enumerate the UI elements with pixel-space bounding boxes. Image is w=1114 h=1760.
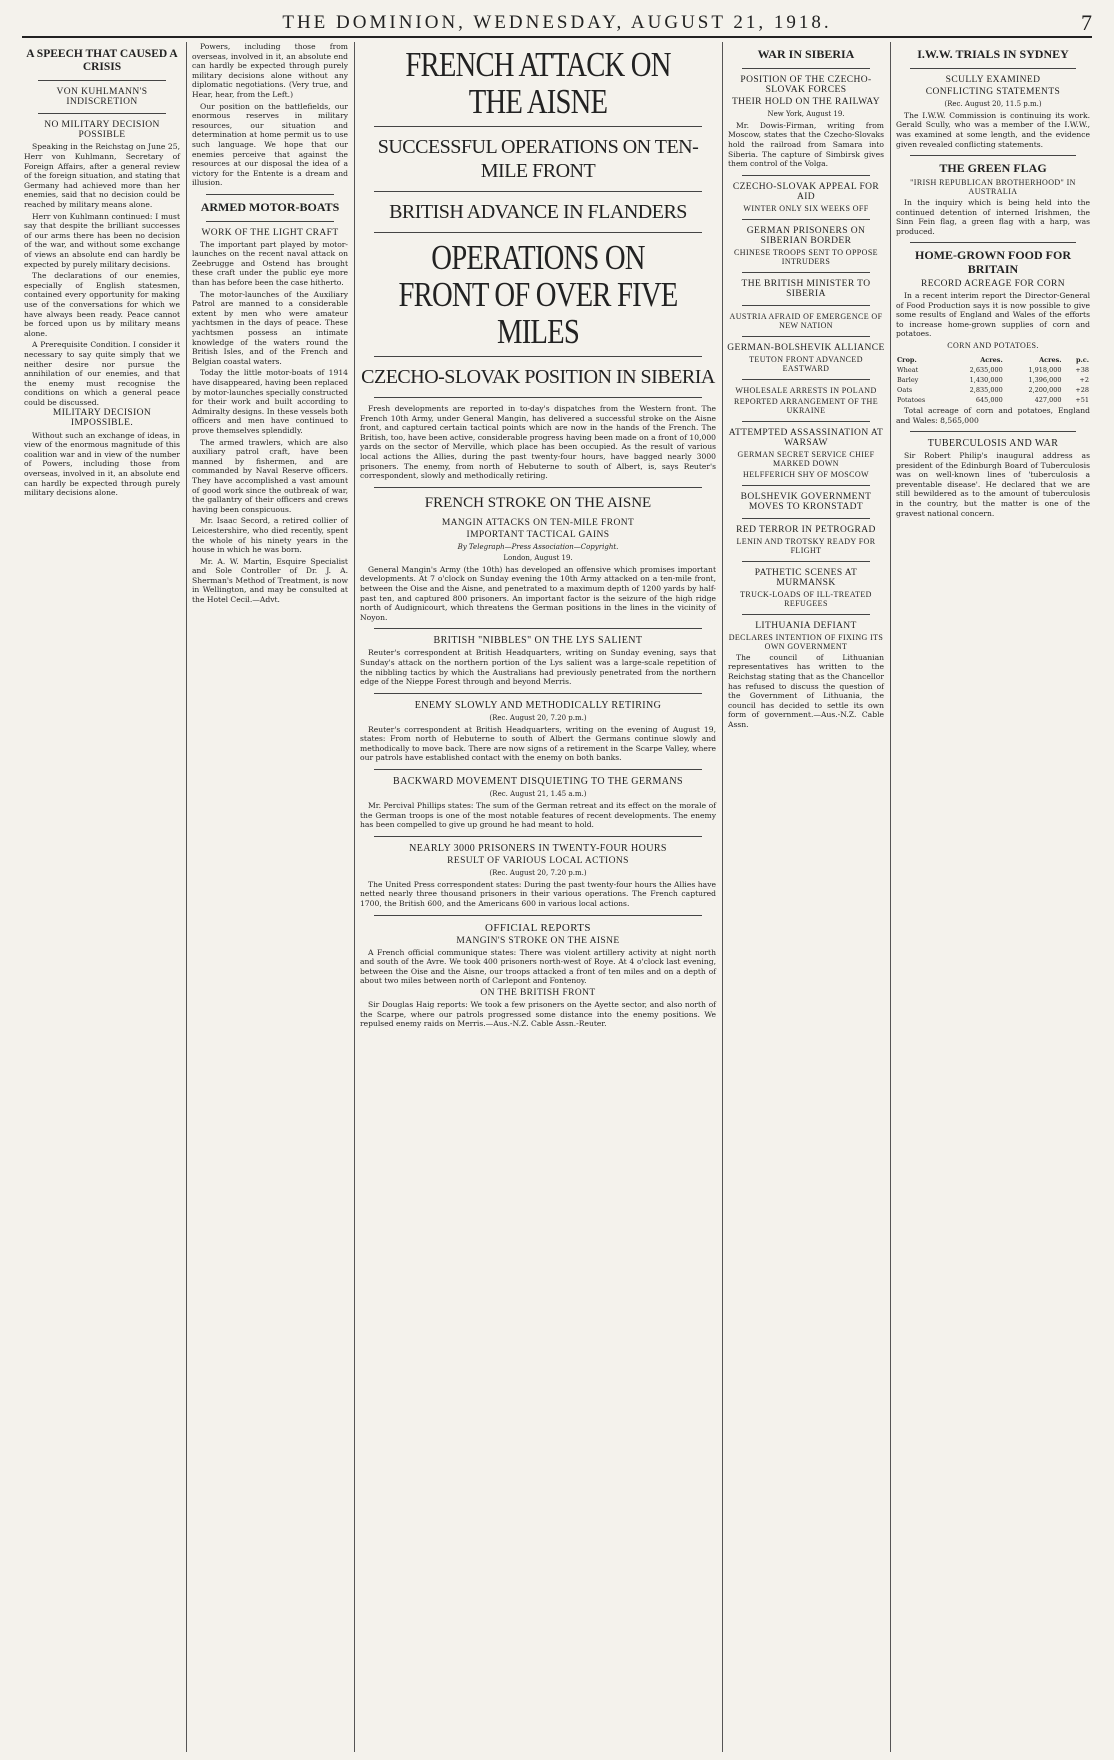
paragraph: Reuter's correspondent at British Headquarters, writing on Sunday evening, says that Sunday's attack on the northern portion of the Lys salient was a large-scale repetition of the nibbling tactics by which the Australians had previously penetrated from the northern edge of the Nieppe Forest through and beyond Merris.	[360, 648, 716, 687]
article-subhead: SCULLY EXAMINED	[945, 74, 1041, 85]
section-headline: OFFICIAL REPORTS	[485, 921, 591, 934]
paragraph: Reuter's correspondent at British Headquarters, writing on the evening of August 19, states: From north of Hebuterne to south of Albert the Germans continue slowly and methodically to move back. There are now signs of a retirement in the Scarpe Valley, where our patrols have established contact with the enemy on both banks.	[360, 724, 716, 763]
column-4	[726, 42, 886, 1752]
article-subhead: ATTEMPTED ASSASSINATION AT WARSAW	[728, 427, 884, 448]
table-cell: 1,396,000	[1028, 375, 1062, 384]
table-cell: 427,000	[1034, 395, 1062, 404]
paragraph: A Prerequisite Condition. I consider it necessary to say quite simply that we neither desire nor pursue the annihilation of our enemies, and that the enemy must recognise the conditions on which a general peace could be discussed.	[24, 340, 180, 407]
divider	[206, 194, 334, 195]
divider	[742, 305, 870, 306]
table-row	[896, 366, 1090, 374]
article-subhead: "IRISH REPUBLICAN BROTHERHOOD" IN AUSTRALIA	[910, 177, 1076, 196]
paragraph: Mr. Percival Phillips states: The sum of the German retreat and its effect on the morale of the German troops is one of the most notable features of recent developments. The enemy has been compelled to give up ground he had meant to hold.	[360, 801, 716, 830]
section-headline: ENEMY SLOWLY AND METHODICALLY RETIRING	[414, 699, 662, 711]
article-body	[896, 406, 1090, 425]
paragraph: In the inquiry which is being held into the continued detention of interned Irishmen, the Sinn Fein flag, a green flag with a harp, was produced.	[896, 197, 1090, 236]
paragraph: Today the little motor-boats of 1914 have disappeared, having been replaced by motor-launches specially constructed for their work and built according to Admiralty designs. In these vessels both officers and men have continued to prove themselves splendidly.	[192, 368, 348, 435]
paragraph: The I.W.W. Commission is continuing its work. Gerald Scully, who was a member of the I.W.W., was examined at some length, and the evidence given revealed conflicting statements.	[896, 110, 1090, 149]
divider	[206, 221, 334, 222]
article-subhead: THEIR HOLD ON THE RAILWAY	[731, 96, 881, 107]
divider	[374, 232, 702, 233]
table-cell: Potatoes	[897, 395, 926, 404]
article-subhead: THE BRITISH MINISTER TO SIBERIA	[741, 278, 871, 299]
article-headline: A SPEECH THAT CAUSED A CRISIS	[26, 48, 178, 74]
article-subhead: NO MILITARY DECISION POSSIBLE	[44, 120, 160, 141]
article-body	[728, 121, 884, 169]
table-title: CORN AND POTATOES.	[947, 340, 1039, 350]
article-headline: THE GREEN FLAG	[939, 161, 1047, 176]
table-cell: +28	[1075, 385, 1089, 394]
article-subhead: CHINESE TROOPS SENT TO OPPOSE INTRUDERS	[734, 247, 878, 266]
table-cell: 1,918,000	[1028, 365, 1062, 374]
table-cell: 1,430,000	[969, 375, 1003, 384]
table-cell: Barley	[897, 375, 919, 384]
divider	[910, 242, 1076, 243]
divider	[742, 561, 870, 562]
dateline: New York, August 19.	[767, 109, 845, 118]
divider	[742, 421, 870, 422]
article-body	[896, 111, 1090, 149]
article-subhead: WHOLESALE ARRESTS IN POLAND	[735, 385, 877, 395]
article-subhead: GERMAN-BOLSHEVIK ALLIANCE	[727, 342, 885, 353]
article-subhead: BOLSHEVIK GOVERNMENT MOVES TO KRONSTADT	[740, 491, 872, 512]
divider	[742, 379, 870, 380]
paragraph: The declarations of our enemies, especially of English statesmen, contained every opportunity for making use of the conversations for which we have always been ready. Peace cannot be forced upon us by military means alone.	[24, 271, 180, 338]
article-body	[360, 948, 716, 986]
divider	[38, 113, 166, 114]
divider	[374, 693, 702, 694]
article-subhead: ON THE BRITISH FRONT	[480, 988, 596, 998]
crop-table	[894, 354, 1092, 406]
paragraph: Powers, including those from overseas, involved in it, an absolute end can hardly be expected through purely military decisions alone without any diplomatic negotiations. (Very true, and Hear, hear, from the Left.)	[192, 42, 348, 99]
article-subhead: MANGIN ATTACKS ON TEN-MILE FRONT	[441, 517, 635, 528]
lead-subheadline: CZECHO-SLOVAK POSITION IN SIBERIA	[361, 366, 715, 388]
article-subhead: TRUCK-LOADS OF ILL-TREATED REFUGEES	[740, 589, 872, 608]
paragraph: General Mangin's Army (the 10th) has developed an offensive which promises important developments. At 7 o'clock on Sunday evening the 10th Army attacked on a ten-mile front, between the Oise and the Aisne, and penetrated to a maximum depth of 1200 yards by half-past ten, and captured 800 prisoners. An important factor is the seizure of the high ridge north of Audignicourt, which threatens the German positions in the lines in the vicinity of Noyon.	[360, 564, 716, 622]
paragraph: The council of Lithuanian representatives has written to the Reichstag stating that as the Chancellor has refused to discuss the question of the Government of Lithuania, the council has decided to settle its own form of government.—Aus.-N.Z. Cable Assn.	[728, 652, 884, 729]
divider	[742, 219, 870, 220]
article-body	[192, 240, 348, 605]
paragraph: The motor-launches of the Auxiliary Patrol are manned to a considerable extent by men who were amateur yachtsmen in the days of peace. These yachtsmen possess an intimate knowledge of the waters round the British Isles, and of the French and Belgian coastal waters.	[192, 289, 348, 366]
lead-headline: OPERATIONS ON FRONT OF OVER FIVE MILES	[398, 238, 678, 351]
paragraph: In a recent interim report the Director-General of Food Production says it is now possible to give some results of England and Wales of the efforts to increase home-grown supplies of corn and potatoes.	[896, 290, 1090, 339]
article-subhead: REPORTED ARRANGEMENT OF THE UKRAINE	[733, 396, 879, 415]
page-number: 7	[1081, 10, 1092, 35]
article-body	[192, 42, 348, 188]
divider	[374, 836, 702, 837]
columns	[22, 42, 1092, 1752]
masthead-title: THE DOMINION, WEDNESDAY, AUGUST 21, 1918.	[282, 12, 832, 33]
paragraph: Sir Robert Philip's inaugural address as president of the Edinburgh Board of Tuberculosis was on well-known lines of 'tuberculosis a preventable disease'. He declared that we are still bewildered as to the amount of tuberculosis in the country, but the matter is one of the gravest national concern.	[896, 451, 1090, 518]
article-subhead: DECLARES INTENTION OF FIXING ITS OWN GOVERNMENT	[728, 632, 884, 651]
table-cell: 2,635,000	[969, 365, 1003, 374]
divider	[742, 518, 870, 519]
article-body	[360, 725, 716, 763]
column-1	[22, 42, 182, 1752]
dateline: (Rec. August 20, 7.20 p.m.)	[489, 713, 587, 722]
table-cell: +51	[1075, 395, 1089, 404]
article-subhead: CONFLICTING STATEMENTS	[925, 86, 1061, 97]
article-body	[360, 1000, 716, 1029]
article-subhead: WINTER ONLY SIX WEEKS OFF	[743, 203, 869, 213]
article-body	[896, 291, 1090, 339]
article-subhead: LITHUANIA DEFIANT	[755, 620, 857, 631]
column-rule	[354, 42, 355, 1752]
paragraph: Herr von Kuhlmann continued: I must say that despite the brilliant successes of our arms there has been no decision of the war, and without some exchange of views an absolute end can hardly be expected by purely military decisions.	[24, 211, 180, 269]
paragraph: Fresh developments are reported in to-day's dispatches from the Western front. The French 10th Army, under General Mangin, has delivered a successful stroke on the Aisne front, and captured certain tactical points which are now in the hands of the French. The British, too, have been active, considerable progress having been made on a front of 10,000 yards on the sector of Merville, which place has been occupied. As the result of various local actions the Allies, during the past twenty-four hours, have bagged nearly 3000 prisoners. The enemy, from north of Hebuterne to south of Albert, is, says Reuter's correspondent, slowly and methodically retiring.	[360, 404, 716, 481]
byline: By Telegraph—Press Association—Copyright.	[457, 542, 619, 551]
article-headline: HOME-GROWN FOOD FOR BRITAIN	[915, 248, 1071, 277]
table-header-cell: p.c.	[1075, 355, 1089, 364]
column-2	[190, 42, 350, 1752]
article-subhead: RECORD ACREAGE FOR CORN	[920, 278, 1066, 289]
column-rule	[186, 42, 187, 1752]
article-subhead: RESULT OF VARIOUS LOCAL ACTIONS	[447, 855, 629, 866]
paragraph: Total acreage of corn and potatoes, England and Wales: 8,565,000	[896, 405, 1090, 425]
article-subhead: LENIN AND TROTSKY READY FOR FLIGHT	[736, 536, 876, 555]
section-headline: NEARLY 3000 PRISONERS IN TWENTY-FOUR HOURS	[409, 842, 667, 854]
paragraph: Mr. Dowis-Firman, writing from Moscow, states that the Czecho-Slovaks hold the railroad from Samara into Siberia. The capture of Simbirsk gives them control of the Volga.	[728, 120, 884, 169]
divider	[374, 769, 702, 770]
lead-headline: FRENCH ATTACK ON THE AISNE	[405, 45, 671, 121]
article-subhead: TEUTON FRONT ADVANCED EASTWARD	[749, 354, 863, 373]
article-body	[360, 565, 716, 623]
article-headline: I.W.W. TRIALS IN SYDNEY	[917, 47, 1069, 61]
divider	[910, 431, 1076, 432]
article-subhead: VON KUHLMANN'S INDISCRETION	[56, 87, 148, 108]
article-headline: WAR IN SIBERIA	[757, 47, 855, 61]
table-row	[896, 386, 1090, 394]
lead-subheadline: SUCCESSFUL OPERATIONS ON TEN-MILE FRONT	[377, 136, 699, 182]
masthead	[22, 10, 1092, 38]
divider	[742, 175, 870, 176]
divider	[374, 356, 702, 357]
table-row	[896, 396, 1090, 404]
article-body	[360, 801, 716, 830]
article-headline: ARMED MOTOR-BOATS	[200, 199, 340, 214]
article-subhead: POSITION OF THE CZECHO-SLOVAK FORCES	[740, 74, 872, 95]
section-headline: FRENCH STROKE ON THE AISNE	[424, 494, 652, 511]
divider	[742, 68, 870, 69]
table-cell: Oats	[897, 385, 913, 394]
paragraph: The armed trawlers, which are also auxiliary patrol craft, have been manned by fishermen, and are commanded by Naval Reserve officers. They have accomplished a vast amount of good work since the outbreak of war, the gallantry of their officers and crews having been conspicuous.	[192, 437, 348, 514]
paragraph: The important part played by motor-launches on the recent naval attack on Zeebrugge and Ostend has brought these craft under the public eye more than has before been the case hitherto.	[192, 239, 348, 288]
table-header-cell: Acres.	[1039, 355, 1062, 364]
article-subhead: RED TERROR IN PETROGRAD	[736, 524, 876, 535]
divider	[374, 628, 702, 629]
article-subhead: GERMAN PRISONERS ON SIBERIAN BORDER	[746, 225, 866, 246]
table-cell: +2	[1079, 375, 1089, 384]
article-subhead: MANGIN'S STROKE ON THE AISNE	[456, 935, 620, 946]
article-subhead: IMPORTANT TACTICAL GAINS	[466, 529, 610, 540]
section-headline: BRITISH "NIBBLES" ON THE LYS SALIENT	[433, 635, 643, 647]
paragraph: Our position on the battlefields, our enormous reserves in military resources, our situation and determination at home permit us to use such language. We hope that our enemies perceive that against the resources at our disposal the idea of a victory for the Entente is a dream and illusion.	[192, 101, 348, 188]
column-rule	[890, 42, 891, 1752]
article-body	[360, 880, 716, 909]
table-cell: Wheat	[897, 365, 919, 374]
article-subhead: WORK OF THE LIGHT CRAFT	[201, 227, 339, 238]
divider	[374, 191, 702, 192]
divider	[910, 155, 1076, 156]
table-cell: 2,200,000	[1028, 385, 1062, 394]
divider	[742, 336, 870, 337]
paragraph: The United Press correspondent states: During the past twenty-four hours the Allies have netted nearly three thousand prisoners in their various operations. The French captured 1700, the British 600, and the Americans 600 in various local actions.	[360, 879, 716, 909]
divider	[374, 487, 702, 488]
article-subhead: HELFFERICH SHY OF MOSCOW	[743, 469, 869, 479]
column-5	[894, 42, 1092, 1752]
paragraph: Mr. Isaac Secord, a retired collier of Leicestershire, who died recently, spent the whole of his ninety years in the house in which he was born.	[192, 516, 348, 555]
article-subhead: GERMAN SECRET SERVICE CHIEF MARKED DOWN	[737, 449, 875, 468]
paragraph: A French official communique states: There was violent artillery activity at night north and south of the Avre. We took 400 prisoners north-west of Roye. At 4 o'clock last evening, between the Oise and the Aisne, our troops attacked a front of ten miles and on a depth of about two miles between north of Carlepont and Fontenoy.	[360, 947, 716, 986]
article-subhead: MILITARY DECISION IMPOSSIBLE.	[52, 408, 152, 429]
paragraph: Speaking in the Reichstag on June 25, Herr von Kuhlmann, Secretary of Foreign Affairs, after a general review of the foreign situation, and stating that Germany had achieved more than her enemies, said that no decision could be reached by military means alone.	[24, 142, 180, 209]
dateline: (Rec. August 20, 7.20 p.m.)	[489, 868, 587, 877]
table-header-row	[896, 356, 1090, 364]
dateline: (Rec. August 20, 11.5 p.m.)	[944, 99, 1042, 108]
article-subhead: CZECHO-SLOVAK APPEAL FOR AID	[732, 181, 880, 202]
table-cell: +38	[1075, 365, 1089, 374]
paragraph: Sir Douglas Haig reports: We took a few prisoners on the Ayette sector, and also north of the Scarpe, where our patrols progressed some distance into the enemy positions. We repulsed enemy raids on Merris.—Aus.-N.Z. Cable Assn.-Reuter.	[360, 1000, 716, 1029]
table-cell: 2,835,000	[969, 385, 1003, 394]
table-header-cell: Acres.	[980, 355, 1003, 364]
paragraph: Without such an exchange of ideas, in view of the enormous magnitude of this coalition war and in view of the number of Powers, including those from overseas, involved in it, an absolute end can hardly be expected through purely military decisions alone.	[24, 430, 180, 498]
table-row	[896, 376, 1090, 384]
lead-subheadline: BRITISH ADVANCE IN FLANDERS	[389, 201, 687, 223]
divider	[374, 915, 702, 916]
column-rule	[722, 42, 723, 1752]
divider	[742, 485, 870, 486]
divider	[910, 68, 1076, 69]
paragraph: Mr. A. W. Martin, Esquire Specialist and Sole Controller of Dr. J. A. Sherman's Method of Treatment, is now in Wellington, and may be consulted at the Hotel Cecil.—Advt.	[192, 556, 348, 605]
lead-summary	[360, 404, 716, 481]
divider	[374, 397, 702, 398]
table-header-cell: Crop.	[897, 355, 917, 364]
divider	[742, 272, 870, 273]
article-body	[24, 142, 180, 497]
column-3-lead	[358, 42, 718, 1752]
article-body	[896, 451, 1090, 518]
table-cell: 645,000	[975, 395, 1003, 404]
article-body	[728, 653, 884, 730]
divider	[38, 80, 166, 81]
dateline: London, August 19.	[503, 553, 573, 562]
article-headline: TUBERCULOSIS AND WAR	[927, 438, 1059, 450]
article-body	[360, 648, 716, 686]
dateline: (Rec. August 21, 1.45 a.m.)	[489, 790, 587, 799]
divider	[374, 126, 702, 127]
article-subhead: PATHETIC SCENES AT MURMANSK	[754, 567, 858, 588]
article-body	[896, 198, 1090, 236]
divider	[742, 614, 870, 615]
article-subhead: AUSTRIA AFRAID OF EMERGENCE OF NEW NATION	[729, 311, 883, 330]
section-headline: BACKWARD MOVEMENT DISQUIETING TO THE GERMANS	[393, 776, 683, 788]
